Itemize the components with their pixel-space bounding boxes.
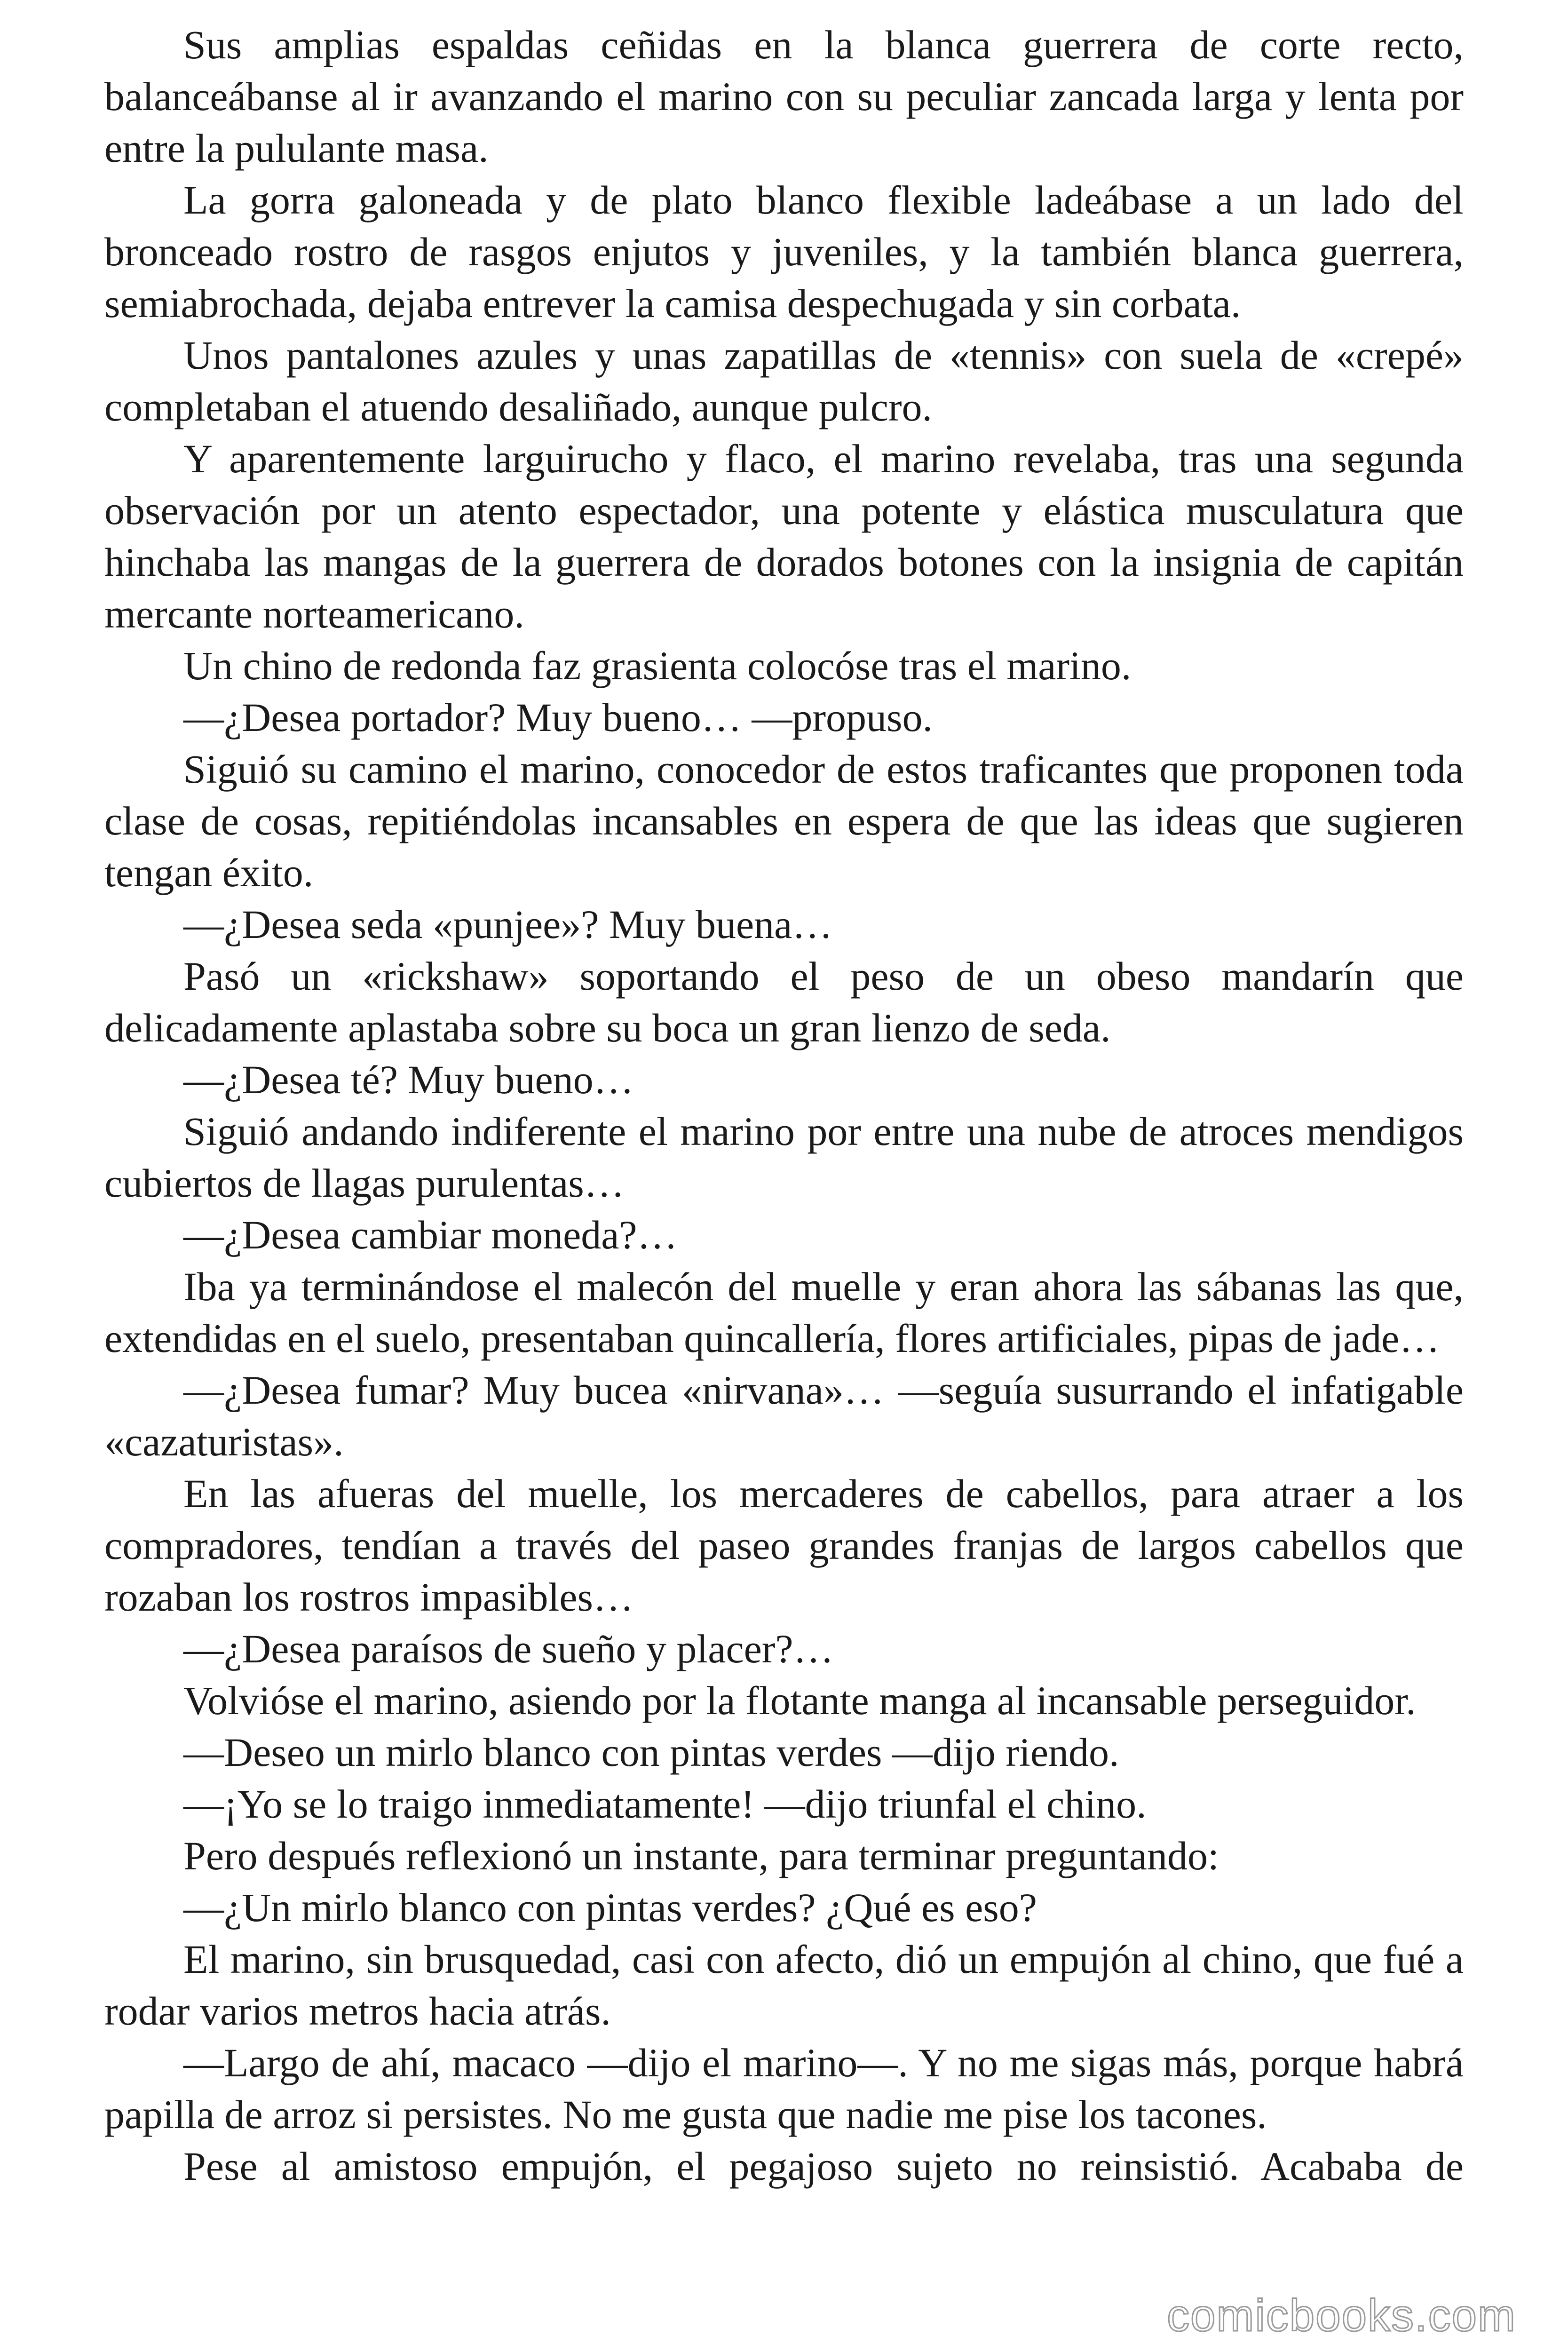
paragraph: —¿Un mirlo blanco con pintas verdes? ¿Qué es eso? — [183, 1885, 1037, 1930]
paragraph: —¿Desea paraísos de sueño y placer?… — [183, 1626, 834, 1671]
paragraph: —¿Desea té? Muy bueno… — [183, 1057, 634, 1102]
paragraph: Volvióse el marino, asiendo por la flotante manga al incansable perseguidor. — [183, 1678, 1416, 1723]
paragraph: Sus amplias espaldas ceñidas en la blanca guerrera de corte recto, balanceábanse al ir avanzando el marino con su peculiar zancada larga y lenta por entre la pululante masa. — [104, 22, 1464, 171]
paragraph: Un chino de redonda faz grasienta colocóse tras el marino. — [183, 643, 1132, 688]
paragraph-continued: Pese al amistoso empujón, el pegajoso sujeto no reinsistió. Acababa de — [183, 2144, 1464, 2189]
paragraph: Unos pantalones azules y unas zapatillas de «tennis» con suela de «crepé» completaban el atuendo desaliñado, aunque pulcro. — [104, 333, 1464, 429]
paragraph: En las afueras del muelle, los mercaderes de cabellos, para atraer a los compradores, tendían a través del paseo grandes franjas de largos cabellos que rozaban los rostros impasibles… — [104, 1471, 1464, 1620]
document-page — [104, 19, 1464, 2324]
paragraph: —¿Desea fumar? Muy bucea «nirvana»… —seguía susurrando el infatigable «cazaturistas». — [104, 1367, 1464, 1464]
paragraph: —¿Desea portador? Muy bueno… —propuso. — [183, 695, 933, 740]
paragraph: Iba ya terminándose el malecón del muelle y eran ahora las sábanas las que, extendidas en el suelo, presentaban quincallería, flores artificiales, pipas de jade… — [104, 1264, 1464, 1361]
watermark: comicbooks.com — [1167, 2290, 1516, 2341]
paragraph: —Deseo un mirlo blanco con pintas verdes —dijo riendo. — [183, 1730, 1119, 1775]
paragraph: La gorra galoneada y de plato blanco flexible ladeábase a un lado del bronceado rostro de rasgos enjutos y juveniles, y la también blanca guerrera, semiabrochada, dejaba entrever la camisa despechugada y sin corbata. — [104, 177, 1464, 326]
paragraph: Y aparentemente larguirucho y flaco, el marino revelaba, tras una segunda observación por un atento espectador, una potente y elástica musculatura que hinchaba las mangas de la guerrera de dorados botones con la insignia de capitán mercante norteamericano. — [104, 436, 1464, 636]
paragraph: Pero después reflexionó un instante, para terminar preguntando: — [183, 1833, 1219, 1878]
paragraph: Siguió su camino el marino, conocedor de estos traficantes que proponen toda clase de cosas, repitiéndolas incansables en espera de que las ideas que sugieren tengan éxito. — [104, 747, 1464, 895]
paragraph: El marino, sin brusquedad, casi con afecto, dió un empujón al chino, que fué a rodar varios metros hacia atrás. — [104, 1937, 1464, 2034]
paragraph: Siguió andando indiferente el marino por entre una nube de atroces mendigos cubiertos de llagas purulentas… — [104, 1109, 1464, 1206]
paragraph: —Largo de ahí, macaco —dijo el marino—. Y no me sigas más, porque habrá papilla de arroz si persistes. No me gusta que nadie me pise los tacones. — [104, 2040, 1464, 2137]
paragraph: —¿Desea cambiar moneda?… — [183, 1212, 678, 1257]
paragraph: —¿Desea seda «punjee»? Muy buena… — [183, 902, 833, 947]
paragraph: Pasó un «rickshaw» soportando el peso de un obeso mandarín que delicadamente aplastaba sobre su boca un gran lienzo de seda. — [104, 954, 1464, 1050]
paragraph: —¡Yo se lo traigo inmediatamente! —dijo triunfal el chino. — [183, 1781, 1147, 1827]
